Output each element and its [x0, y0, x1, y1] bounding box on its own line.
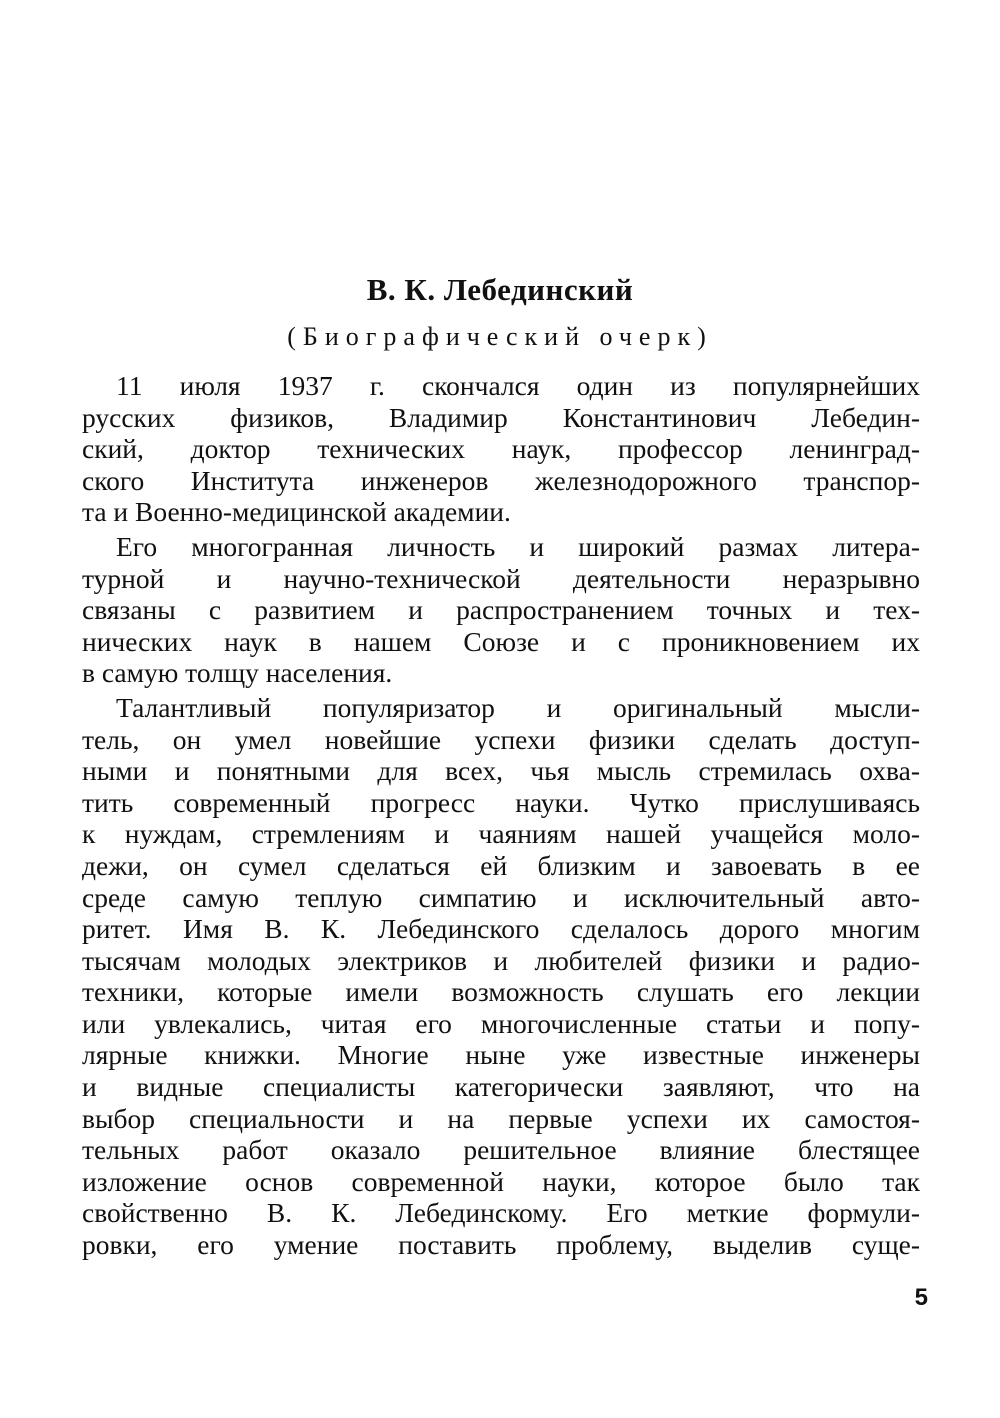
paragraph-1 [82, 370, 920, 528]
text-line: в самую толщу населения. [82, 657, 393, 689]
text-line: ными и понятными для всех, чья мысль стремилась охва- [82, 755, 920, 787]
text-line: или увлекались, читая его многочисленные статьи и попу- [82, 1007, 920, 1039]
page-number: 5 [914, 1284, 928, 1311]
text-line: ровки, его умение поставить проблему, выделив суще- [82, 1229, 920, 1261]
text-line: ский, доктор технических наук, профессор ленинград- [82, 433, 920, 465]
text-line: и видные специалисты категорически заявляют, что на [82, 1071, 920, 1103]
page-subtitle: (Биографический очерк) [287, 322, 713, 351]
text-line: свойственно В. К. Лебединскому. Его меткие формули- [82, 1197, 920, 1229]
text-line: тысячам молодых электриков и любителей физики и радио- [82, 944, 920, 976]
text-line: Его многогранная личность и широкий размах литера- [116, 530, 920, 562]
text-line: лярные книжки. Многие ныне уже известные инженеры [82, 1039, 920, 1071]
text-line: техники, которые имели возможность слушать его лекции [82, 976, 920, 1008]
text-line: тить современный прогресс науки. Чутко прислушиваясь [82, 786, 920, 818]
text-line: тель, он умел новейшие успехи физики сделать доступ- [82, 723, 920, 755]
text-line: русских физиков, Владимир Константинович Лебедин- [82, 401, 920, 433]
text-line: ского Института инженеров железнодорожного транспор- [82, 464, 920, 496]
text-line: тельных работ оказало решительное влияние блестящее [82, 1134, 920, 1166]
text-line: турной и научно-технической деятельности неразрывно [82, 562, 920, 594]
text-line: 11 июля 1937 г. скончался один из популярнейших [116, 370, 920, 401]
text-line: к нуждам, стремлениям и чаяниям нашей учащейся моло- [82, 818, 920, 850]
text-line: среде самую теплую симпатию и исключительный авто- [82, 881, 920, 913]
page-title: В. К. Лебединский [366, 272, 634, 307]
text-line: выбор специальности и на первые успехи их самостоя- [82, 1102, 920, 1134]
text-line: изложение основ современной науки, которое было так [82, 1165, 920, 1197]
text-line: та и Военно-медицинской академии. [82, 496, 511, 528]
text-line: дежи, он сумел сделаться ей близким и завоевать в ее [82, 849, 920, 881]
text-line: ритет. Имя В. К. Лебединского сделалось дорого многим [82, 913, 920, 945]
text-line: связаны с развитием и распространением точных и тех- [82, 594, 920, 626]
paragraph-2 [82, 531, 920, 689]
text-line: нических наук в нашем Союзе и с проникновением их [82, 625, 920, 657]
paragraph-3 [82, 692, 920, 1261]
text-line: Талантливый популяризатор и оригинальный мысли- [116, 691, 920, 723]
body-text [82, 370, 920, 1261]
